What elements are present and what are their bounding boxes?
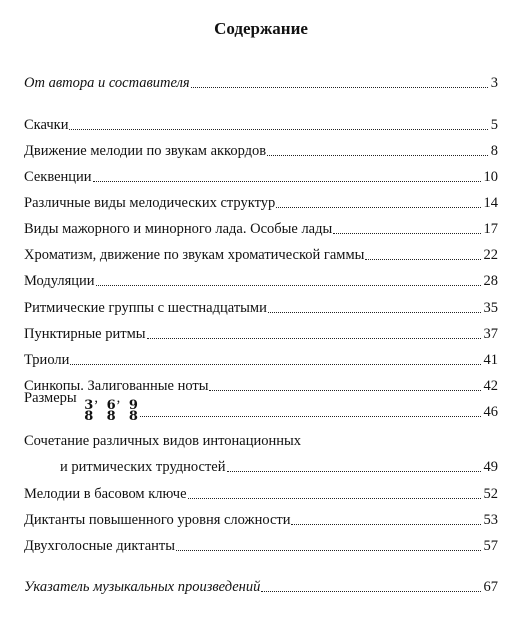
toc-entry-two-voice-dictations[interactable] xyxy=(24,536,498,556)
toc-entry-label: Виды мажорного и минорного лада. Особые лады xyxy=(24,221,333,237)
toc-entry-works-index[interactable] xyxy=(24,577,498,597)
toc-entry-page: 14 xyxy=(483,195,498,211)
toc-entry-label: Триоли xyxy=(24,352,70,368)
toc-entry-combined-difficulties-line1[interactable] xyxy=(24,431,498,451)
toc-entry-page: 3 xyxy=(490,75,498,91)
toc-entry-triplets[interactable] xyxy=(24,350,498,370)
dot-leader xyxy=(227,471,481,472)
toc-entry-label: Ритмические группы с шестнадцатыми xyxy=(24,300,267,316)
toc-entry-label-text: Размеры xyxy=(24,390,77,406)
time-signature-3-8: 3 8 xyxy=(84,398,94,424)
toc-entry-label: Сочетание различных видов интонационных xyxy=(24,433,301,449)
dot-leader xyxy=(191,87,488,88)
toc-entry-page: 22 xyxy=(483,247,498,263)
toc-entry-combined-difficulties-line2[interactable] xyxy=(60,457,498,477)
dot-leader xyxy=(96,285,481,286)
toc-entry-page: 67 xyxy=(483,579,498,595)
time-signature-9-8: 9 8 xyxy=(128,398,138,424)
toc-entry-chord-melody[interactable] xyxy=(24,141,498,161)
toc-entry-page: 41 xyxy=(483,352,498,368)
dot-leader xyxy=(209,390,480,391)
toc-entry-page: 46 xyxy=(483,404,498,420)
toc-entry-label: Модуляции xyxy=(24,273,95,289)
dot-leader xyxy=(176,550,480,551)
dot-leader xyxy=(267,155,488,156)
dot-leader xyxy=(147,338,481,339)
toc-entry-modulations[interactable] xyxy=(24,271,498,291)
toc-entry-page: 53 xyxy=(483,512,498,528)
toc-entry-author-foreword[interactable] xyxy=(24,73,498,93)
dot-leader xyxy=(333,233,480,234)
toc-entry-dotted-rhythms[interactable] xyxy=(24,324,498,344)
toc-entry-label: Скачки xyxy=(24,117,69,133)
dot-leader xyxy=(276,207,480,208)
dot-leader xyxy=(140,416,481,417)
dot-leader xyxy=(261,591,480,592)
toc-entry-page: 37 xyxy=(483,326,498,342)
dot-leader xyxy=(93,181,481,182)
toc-entry-label: Синкопы. Залигованные ноты xyxy=(24,378,209,394)
toc-entry-sequences[interactable] xyxy=(24,167,498,187)
toc-entry-label: Различные виды мелодических структур xyxy=(24,195,276,211)
toc-entry-sixteenths[interactable] xyxy=(24,298,498,318)
toc-entry-modes[interactable] xyxy=(24,219,498,239)
toc-entry-bass-clef[interactable] xyxy=(24,484,498,504)
toc-entry-label: Движение мелодии по звукам аккордов xyxy=(24,143,267,159)
toc-entry-label: Мелодии в басовом ключе xyxy=(24,486,187,502)
dot-leader xyxy=(69,129,487,130)
toc-entry-page: 52 xyxy=(483,486,498,502)
time-signature-6-8: 6 8 xyxy=(106,398,116,424)
page-title: Содержание xyxy=(214,19,308,38)
toc-entry-label: Пунктирные ритмы xyxy=(24,326,146,342)
dot-leader xyxy=(70,364,480,365)
toc-entry-label: и ритмических трудностей xyxy=(60,459,226,475)
dot-leader xyxy=(291,524,480,525)
toc-entry-page: 17 xyxy=(483,221,498,237)
toc-entry-page: 8 xyxy=(490,143,498,159)
toc-entry-page: 28 xyxy=(483,273,498,289)
toc-entry-label: Диктанты повышенного уровня сложности xyxy=(24,512,291,528)
dot-leader xyxy=(188,498,481,499)
toc-entry-melodic-structures[interactable] xyxy=(24,193,498,213)
toc-entry-page: 5 xyxy=(490,117,498,133)
toc-entry-meters[interactable] xyxy=(24,390,498,424)
toc-entry-chromatism[interactable] xyxy=(24,245,498,265)
toc-entry-page: 35 xyxy=(483,300,498,316)
toc-entry-page: 57 xyxy=(483,538,498,554)
toc-entry-label: Размеры 3 8 , 6 8 , 9 8 xyxy=(24,390,138,424)
toc-entry-page: 10 xyxy=(483,169,498,185)
toc-entry-page: 49 xyxy=(483,459,498,475)
dot-leader xyxy=(268,312,481,313)
toc-entry-label: Хроматизм, движение по звукам хроматической гаммы xyxy=(24,247,365,263)
toc-entry-skachki[interactable] xyxy=(24,115,498,135)
toc-entry-label: Двухголосные диктанты xyxy=(24,538,176,554)
toc-entry-advanced-dictations[interactable] xyxy=(24,510,498,530)
toc-entry-label: Секвенции xyxy=(24,169,92,185)
toc-entry-label: От автора и составителя xyxy=(24,75,190,91)
dot-leader xyxy=(365,259,480,260)
toc-entry-page: 42 xyxy=(483,378,498,394)
toc-entry-label: Указатель музыкальных произведений xyxy=(24,579,261,595)
